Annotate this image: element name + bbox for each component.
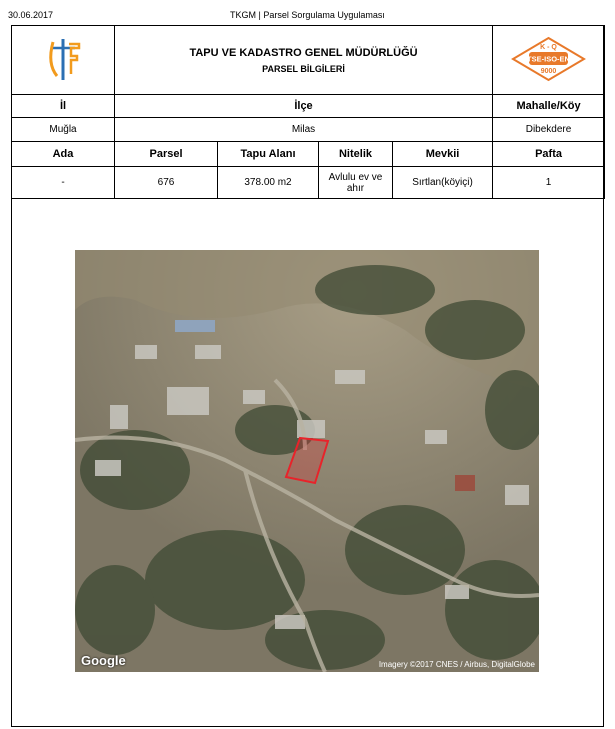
parsel-value: 676 xyxy=(115,167,218,199)
ada-header: Ada xyxy=(12,142,115,167)
nitelik-header: Nitelik xyxy=(319,142,393,167)
parsel-header: Parsel xyxy=(115,142,218,167)
imagery-credit: Imagery ©2017 CNES / Airbus, DigitalGlobe xyxy=(378,660,535,669)
google-logo: Google xyxy=(81,653,126,668)
logo-cell xyxy=(12,26,115,95)
print-date: 30.06.2017 xyxy=(8,10,54,20)
alan-header: Tapu Alanı xyxy=(218,142,319,167)
title-cell xyxy=(115,26,493,95)
page-header xyxy=(0,7,615,21)
tkgm-logo-icon xyxy=(43,34,83,84)
alan-value: 378.00 m2 xyxy=(218,167,319,199)
mahalle-header: Mahalle/Köy xyxy=(493,95,605,118)
cert-line2: TSE-ISO-EN xyxy=(527,54,570,63)
satellite-imagery xyxy=(75,250,539,672)
il-header: İl xyxy=(12,95,115,118)
mevkii-value: Sırtlan(köyiçi) xyxy=(393,167,493,199)
parcel-info-table xyxy=(11,25,605,199)
pafta-value: 1 xyxy=(493,167,605,199)
nitelik-value: Avlulu ev ve ahır xyxy=(319,167,393,199)
quality-cert-logo xyxy=(511,36,586,82)
pafta-header: Pafta xyxy=(493,142,605,167)
cert-line1: K - Q xyxy=(540,43,557,51)
cert-line3: 9000 xyxy=(540,67,557,75)
mahalle-value: Dibekdere xyxy=(493,118,605,142)
satellite-map[interactable] xyxy=(75,250,539,672)
document-subtitle: PARSEL BİLGİLERİ xyxy=(262,63,345,74)
il-value: Muğla xyxy=(12,118,115,142)
mevkii-header: Mevkii xyxy=(393,142,493,167)
ilce-value: Milas xyxy=(115,118,493,142)
cert-cell xyxy=(493,26,605,95)
agency-title: TAPU VE KADASTRO GENEL MÜDÜRLÜĞÜ xyxy=(189,46,418,59)
app-title: TKGM | Parsel Sorgulama Uygulaması xyxy=(230,10,385,20)
ada-value: - xyxy=(12,167,115,199)
ilce-header: İlçe xyxy=(115,95,493,118)
